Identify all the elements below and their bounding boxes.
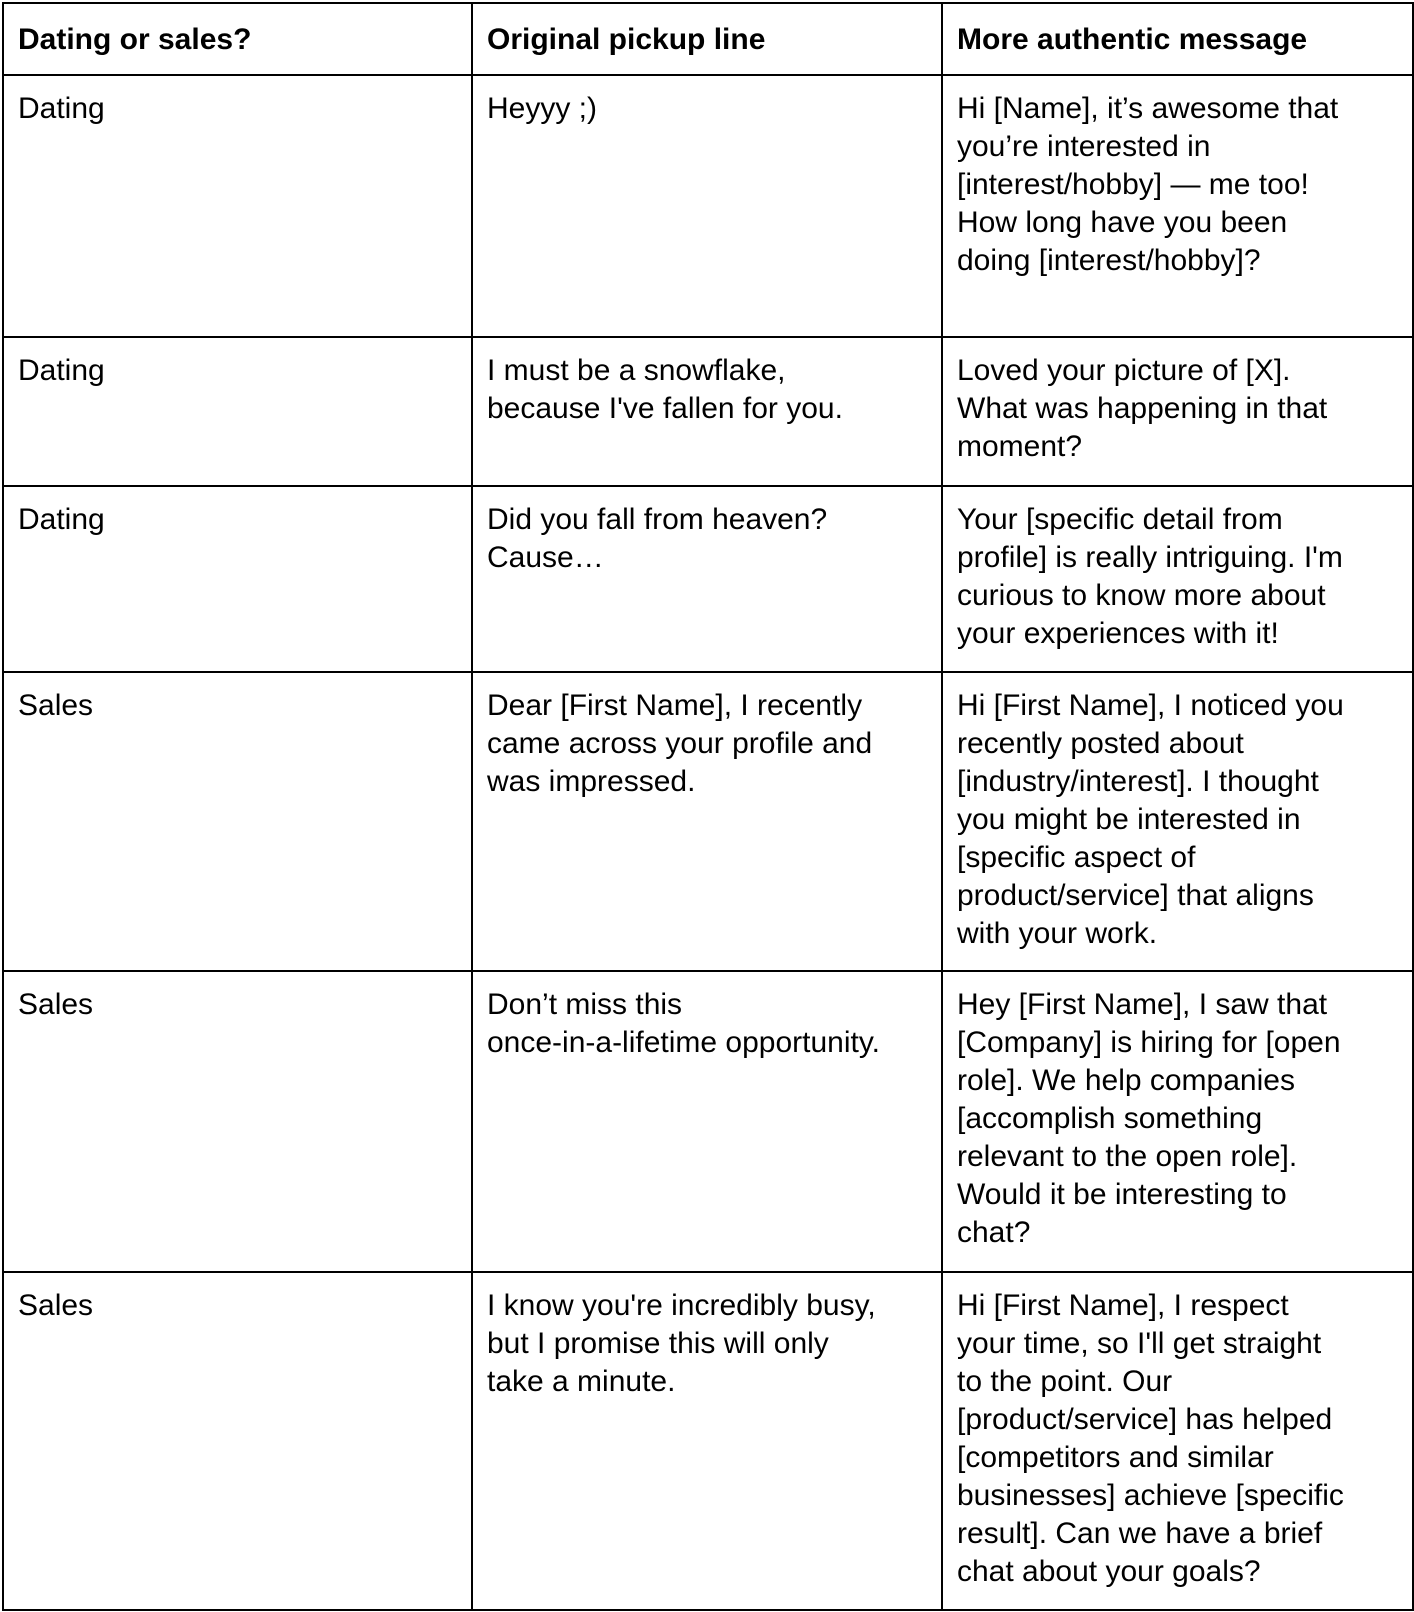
- authentic-message-cell: Hi [Name], it’s awesome that you’re interested in [interest/hobby] — me too! How long have you been doing [interest/hobby]?: [942, 75, 1413, 337]
- original-line-cell: Don’t miss this once-in-a-lifetime opportunity.: [472, 971, 942, 1272]
- authentic-message-cell: Hi [First Name], I respect your time, so I'll get straight to the point. Our [product/service] has helped [competitors and similar businesses] achieve [specific result]. Can we have a brief chat about your goals?: [942, 1272, 1413, 1610]
- header-row: [3, 3, 1413, 75]
- table-row: [3, 971, 1413, 1272]
- header-category: Dating or sales?: [3, 3, 472, 75]
- authentic-message-cell: Hey [First Name], I saw that [Company] is hiring for [open role]. We help companies [accomplish something relevant to the open role]. Would it be interesting to chat?: [942, 971, 1413, 1272]
- category-cell: Dating: [3, 486, 472, 672]
- table-row: [3, 486, 1413, 672]
- header-authentic-message: More authentic message: [942, 3, 1413, 75]
- authentic-message-cell: Loved your picture of [X]. What was happening in that moment?: [942, 337, 1413, 486]
- table-row: [3, 75, 1413, 337]
- table-row: [3, 672, 1413, 971]
- original-line-cell: Did you fall from heaven? Cause…: [472, 486, 942, 672]
- table-row: [3, 337, 1413, 486]
- messages-table: [2, 2, 1414, 1611]
- original-line-cell: Heyyy ;): [472, 75, 942, 337]
- authentic-message-cell: Hi [First Name], I noticed you recently posted about [industry/interest]. I thought you might be interested in [specific aspect of product/service] that aligns with your work.: [942, 672, 1413, 971]
- table-row: [3, 1272, 1413, 1610]
- original-line-cell: Dear [First Name], I recently came across your profile and was impressed.: [472, 672, 942, 971]
- category-cell: Sales: [3, 971, 472, 1272]
- category-cell: Sales: [3, 1272, 472, 1610]
- category-cell: Sales: [3, 672, 472, 971]
- original-line-cell: I must be a snowflake, because I've fallen for you.: [472, 337, 942, 486]
- category-cell: Dating: [3, 75, 472, 337]
- header-original-line: Original pickup line: [472, 3, 942, 75]
- category-cell: Dating: [3, 337, 472, 486]
- authentic-message-cell: Your [specific detail from profile] is really intriguing. I'm curious to know more about your experiences with it!: [942, 486, 1413, 672]
- original-line-cell: I know you're incredibly busy, but I promise this will only take a minute.: [472, 1272, 942, 1610]
